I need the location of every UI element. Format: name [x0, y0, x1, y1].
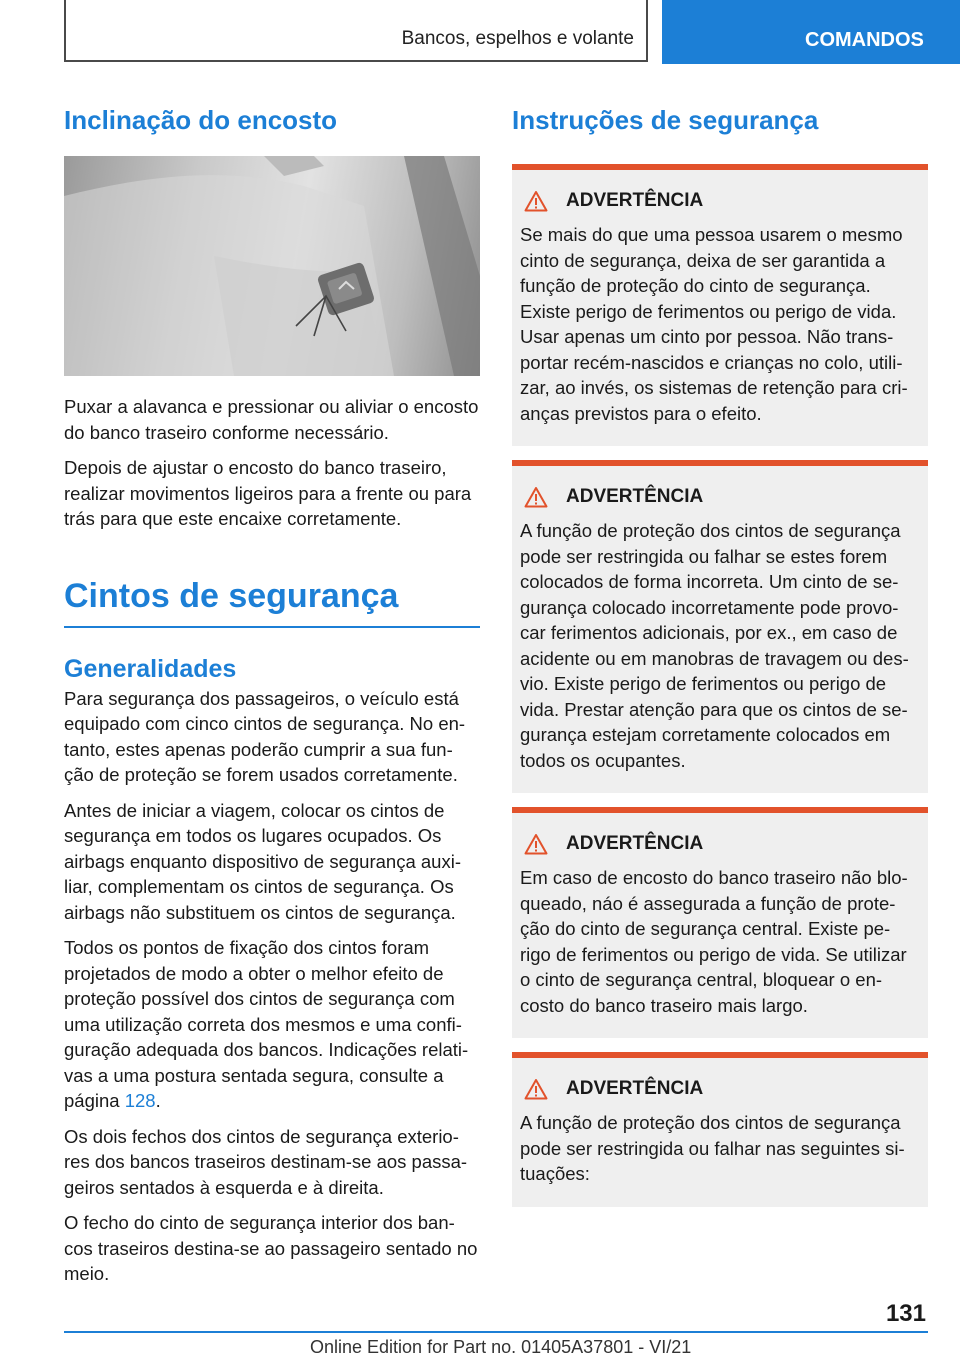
warning-label: ADVERTÊNCIA	[566, 1078, 704, 1099]
warning-label: ADVERTÊNCIA	[566, 833, 704, 854]
paragraph-general-5: O fecho do cinto de segurança interior dos ban-cos traseiros destina-se ao passageiro sentado no meio.	[64, 1212, 478, 1284]
warning-box	[512, 1052, 928, 1207]
footer-divider	[64, 1331, 928, 1333]
warning-box	[512, 164, 928, 446]
chapter-tab[interactable]	[662, 0, 960, 64]
paragraph-general-3-text: Todos os pontos de fixação dos cintos foram projetados de modo a obter o melhor efeito de proteção possível dos cintos de segurança com uma utilização correta dos mesmos e uma confi-guração adequada dos bancos. Indicações relati-vas a uma postura sentada segura, consulte a página	[64, 937, 469, 1111]
warning-box	[512, 460, 928, 793]
paragraph-backrest-1: Puxar a alavanca e pressionar ou aliviar o encosto do banco traseiro conforme necessário.	[64, 396, 479, 443]
header-frame	[64, 0, 648, 62]
warning-triangle-icon	[524, 833, 548, 855]
paragraph-general-1: Para segurança dos passageiros, o veículo está equipado com cinco cintos de segurança. No en-tanto, estes apenas poderão cumprir a sua fun-ção de proteção se forem usados corretamente.	[64, 687, 466, 785]
section-title: Bancos, espelhos e volante	[401, 28, 634, 49]
heading-seat-belts: Cintos de segurança	[64, 572, 480, 628]
left-column	[64, 100, 480, 1297]
chapter-tab-label: COMANDOS	[805, 29, 924, 51]
edition-footer: Online Edition for Part no. 01405A37801 - VI/21	[310, 1337, 692, 1357]
paragraph-backrest-2: Depois de ajustar o encosto do banco traseiro, realizar movimentos ligeiros para a frente ou para trás para que este encaixe corretamente.	[64, 457, 472, 529]
warning-text: A função de proteção dos cintos de segurança pode ser restringida ou falhar nas seguintes si-tuações:	[520, 1112, 905, 1184]
right-column	[512, 100, 928, 1221]
warning-text: A função de proteção dos cintos de segurança pode ser restringida ou falhar se estes forem colocados de forma incorreta. Um cinto de se-gurança colocado incorretamente pode provo-car ferimentos adicionais, por ex., em caso de acidente ou em manobras de travagem ou des-vio. Existe perigo de ferimentos ou perigo de vida. Prestar atenção para que os cintos de se-gurança estejam corretamente colocados em todos os ocupantes.	[520, 520, 909, 771]
warning-label: ADVERTÊNCIA	[566, 486, 704, 507]
warning-triangle-icon	[524, 190, 548, 212]
warning-text: Se mais do que uma pessoa usarem o mesmo cinto de segurança, deixa de ser garantida a função de proteção do cinto de segurança. Existe perigo de ferimentos ou perigo de vida. Usar apenas um cinto por pessoa. Não trans-portar recém-nascidos e crianças no colo, utili-zar, ao invés, os sistemas de retenção para cri-anças previstos para o efeito.	[520, 224, 908, 424]
paragraph-general-3-end: .	[155, 1090, 161, 1111]
heading-safety-instructions: Instruções de segurança	[512, 105, 819, 135]
heading-backrest-inclination: Inclinação do encosto	[64, 105, 338, 135]
warning-triangle-icon	[524, 1078, 548, 1100]
heading-general: Generalidades	[64, 654, 237, 683]
page-number: 131	[885, 1300, 926, 1327]
paragraph-general-4: Os dois fechos dos cintos de segurança exterio-res dos bancos traseiros destinam-se aos passa-geiros sentados à esquerda e à direita.	[64, 1125, 468, 1198]
rear-seat-backrest-lever-photo	[64, 156, 480, 376]
paragraph-general-2: Antes de iniciar a viagem, colocar os cintos de segurança em todos os lugares ocupados. Os airbags enquanto dispositivo de segurança auxi-liar, complementam os cintos de segurança. Os airbags não substituem os cintos de segurança.	[64, 799, 461, 923]
paragraph-general-3	[64, 935, 480, 1114]
warning-triangle-icon	[524, 486, 548, 508]
warning-box	[512, 807, 928, 1038]
page-link-128[interactable]: 128	[124, 1090, 156, 1111]
warning-text: Em caso de encosto do banco traseiro não blo-queado, náo é assegurada a função de prote-ção do cinto de segurança central. Existe pe-rigo de ferimentos ou perigo de vida. Se utilizar o cinto de segurança central, bloquear o en-costo do banco traseiro mais largo.	[520, 867, 908, 1016]
backrest-lever-illustration	[64, 156, 480, 376]
warning-label: ADVERTÊNCIA	[566, 190, 704, 211]
